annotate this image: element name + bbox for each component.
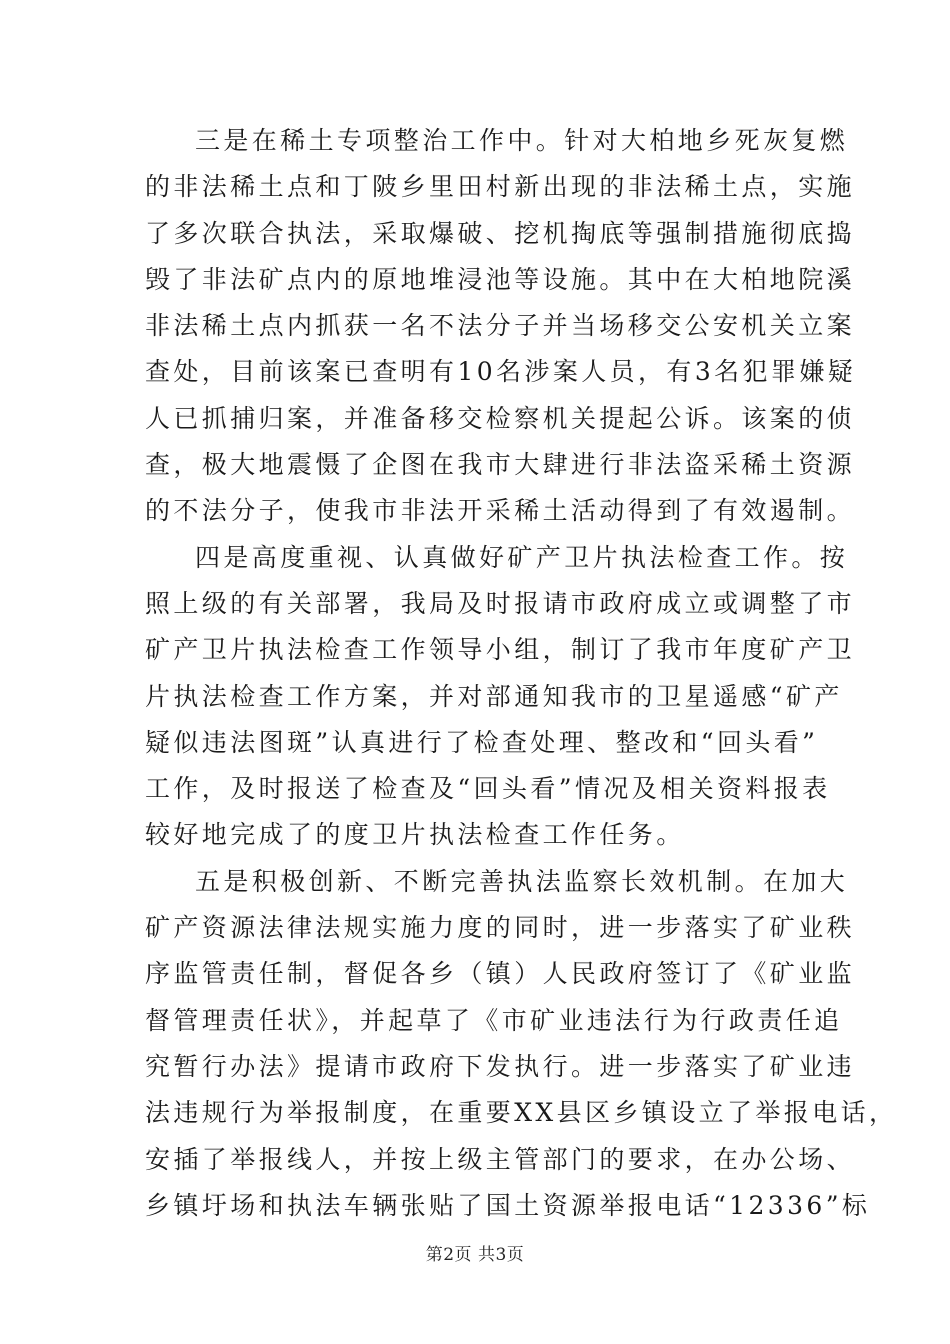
text-line: 的非法稀土点和丁陂乡里田村新出现的非法稀土点，实施: [145, 172, 856, 202]
text-line: 矿产资源法律法规实施力度的同时，进一步落实了矿业秩: [145, 913, 856, 943]
text-line: 序监管责任制，督促各乡（镇）人民政府签订了《矿业监: [145, 959, 856, 989]
text-line: 法违规行为举报制度，在重要XX县区乡镇设立了举报电话，: [145, 1098, 898, 1128]
text-line: 的不法分子，使我市非法开采稀土活动得到了有效遏制。: [145, 496, 856, 526]
text-line: 乡镇圩场和执法车辆张贴了国土资源举报电话“12336”标: [145, 1190, 871, 1220]
text-line: 较好地完成了的度卫片执法检查工作任务。: [145, 820, 685, 850]
text-line: 人已抓捕归案，并准备移交检察机关提起公诉。该案的侦: [145, 403, 856, 433]
text-line: 五是积极创新、不断完善执法监察长效机制。在加大: [195, 866, 849, 896]
text-line: 四是高度重视、认真做好矿产卫片执法检查工作。按: [195, 542, 849, 572]
text-line: 非法稀土点内抓获一名不法分子并当场移交公安机关立案: [145, 311, 856, 341]
text-line: 三是在稀土专项整治工作中。针对大柏地乡死灰复燃: [195, 126, 849, 155]
body-text: [145, 118, 898, 1229]
page-footer: 第2页 共3页: [425, 1245, 525, 1265]
text-line: 照上级的有关部署，我局及时报请市政府成立或调整了市: [145, 588, 856, 618]
text-line: 究暂行办法》提请市政府下发执行。进一步落实了矿业违: [145, 1051, 856, 1081]
text-line: 疑似违法图斑”认真进行了检查处理、整改和“回头看”: [145, 727, 819, 757]
text-line: 安插了举报线人，并按上级主管部门的要求，在办公场、: [145, 1144, 856, 1174]
text-line: 毁了非法矿点内的原地堆浸池等设施。其中在大柏地院溪: [145, 264, 856, 294]
text-line: 了多次联合执法，采取爆破、挖机掏底等强制措施彻底捣: [145, 218, 856, 248]
text-line: 工作，及时报送了检查及“回头看”情况及相关资料报表: [145, 774, 831, 804]
text-line: 片执法检查工作方案，并对部通知我市的卫星遥感“矿产: [145, 681, 843, 711]
text-line: 矿产卫片执法检查工作领导小组，制订了我市年度矿产卫: [145, 635, 856, 665]
text-line: 查，极大地震慑了企图在我市大肆进行非法盗采稀土资源: [145, 450, 856, 480]
text-line: 督管理责任状》，并起草了《市矿业违法行为行政责任追: [145, 1005, 843, 1035]
text-line: 查处，目前该案已查明有10名涉案人员，有3名犯罪嫌疑: [145, 357, 857, 387]
